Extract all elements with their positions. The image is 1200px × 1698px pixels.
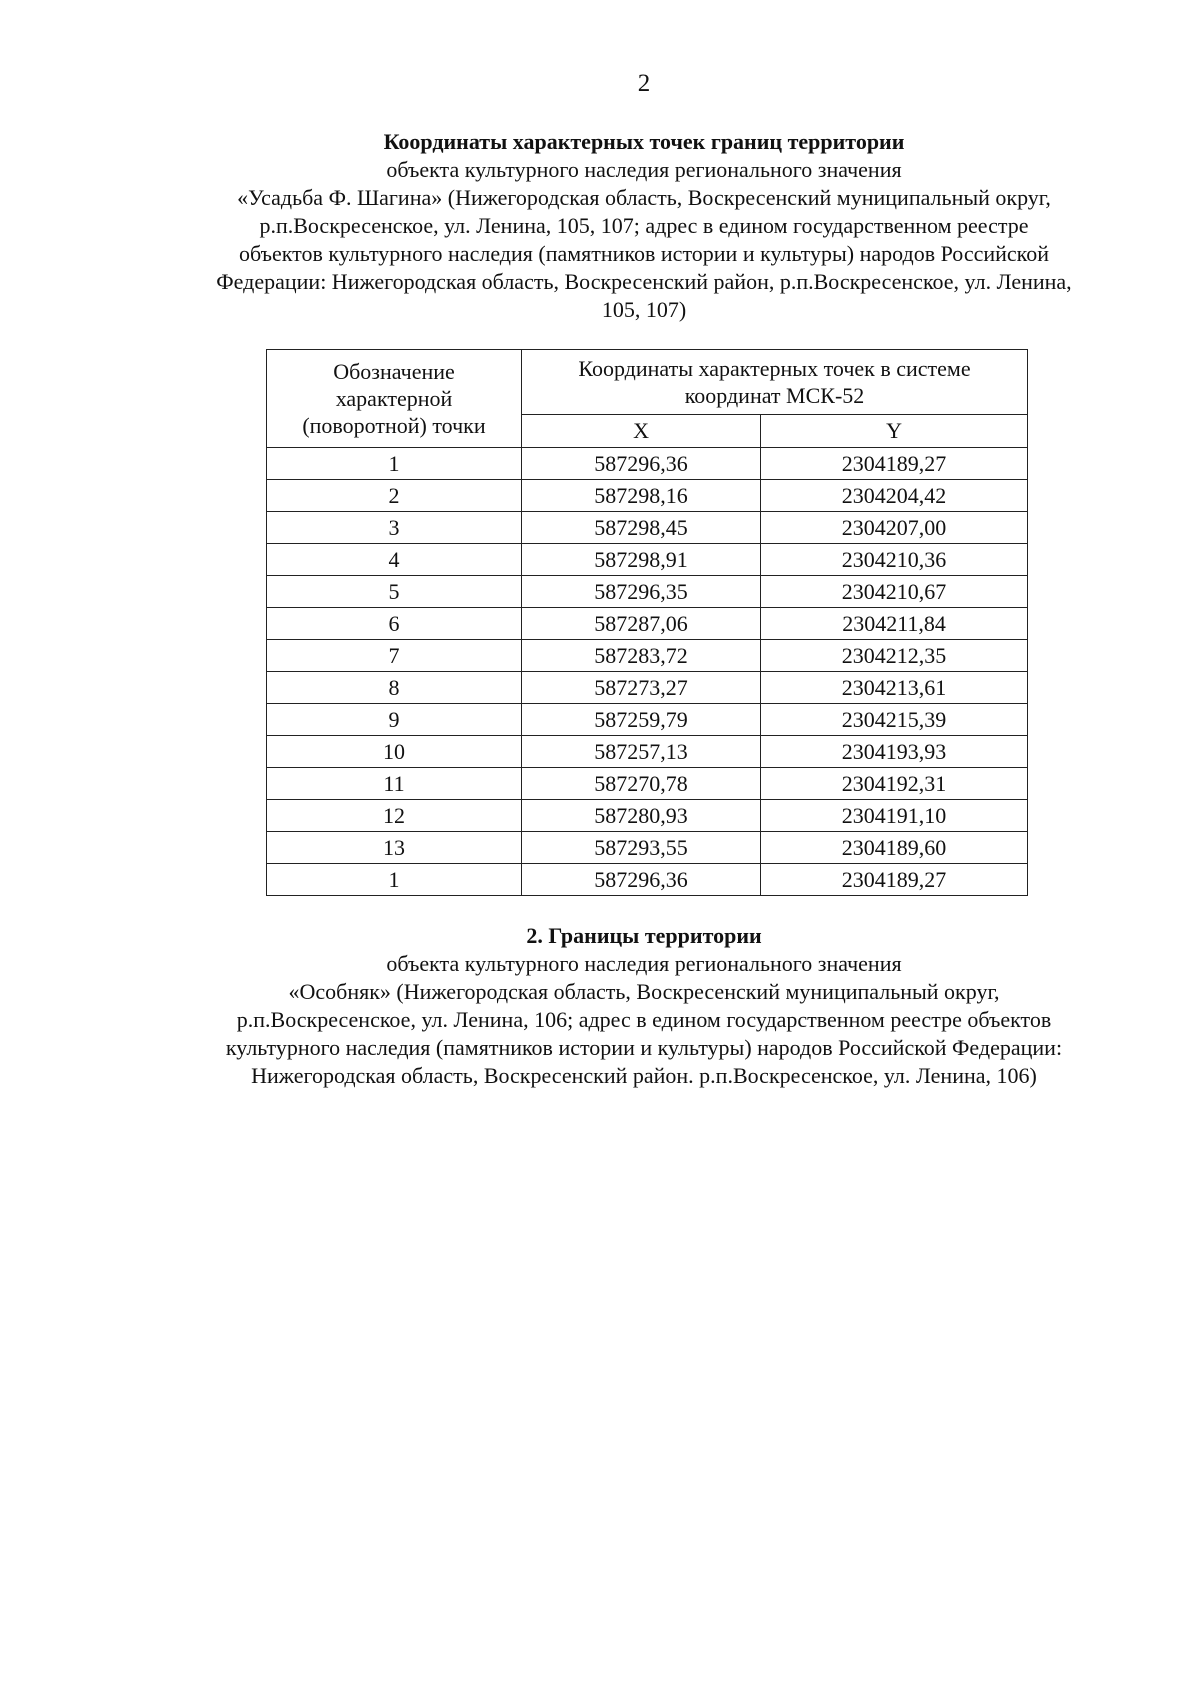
cell-x: 587273,27: [522, 672, 761, 704]
cell-x: 587293,55: [522, 832, 761, 864]
cell-y: 2304212,35: [761, 640, 1028, 672]
header-point-line: Обозначение: [333, 359, 455, 384]
cell-point: 5: [267, 576, 522, 608]
cell-point: 3: [267, 512, 522, 544]
header-point-designation: [267, 350, 522, 448]
cell-y: 2304210,36: [761, 544, 1028, 576]
cell-y: 2304189,27: [761, 864, 1028, 896]
header-point-line: (поворотной) точки: [302, 413, 486, 438]
table-row: [267, 768, 1028, 800]
cell-x: 587283,72: [522, 640, 761, 672]
cell-y: 2304211,84: [761, 608, 1028, 640]
section-2-line: Нижегородская область, Воскресенский район. р.п.Воскресенское, ул. Ленина, 106): [251, 1063, 1037, 1088]
cell-point: 9: [267, 704, 522, 736]
section-1-line: объекта культурного наследия регионального значения: [386, 157, 902, 182]
cell-x: 587296,36: [522, 448, 761, 480]
cell-y: 2304204,42: [761, 480, 1028, 512]
cell-x: 587287,06: [522, 608, 761, 640]
cell-point: 2: [267, 480, 522, 512]
header-y: Y: [761, 415, 1028, 448]
cell-x: 587280,93: [522, 800, 761, 832]
table-row: [267, 448, 1028, 480]
cell-x: 587257,13: [522, 736, 761, 768]
cell-x: 587298,45: [522, 512, 761, 544]
cell-point: 13: [267, 832, 522, 864]
header-coords-line: координат МСК-52: [684, 383, 865, 408]
page-number: 2: [637, 70, 651, 97]
header-x: X: [522, 415, 761, 448]
cell-y: 2304207,00: [761, 512, 1028, 544]
table-header-row: [267, 350, 1028, 415]
table-row: [267, 832, 1028, 864]
section-1-line: Федерации: Нижегородская область, Воскресенский район, р.п.Воскресенское, ул. Ленина,: [216, 269, 1072, 294]
table-row: [267, 576, 1028, 608]
cell-point: 12: [267, 800, 522, 832]
cell-y: 2304189,60: [761, 832, 1028, 864]
cell-point: 8: [267, 672, 522, 704]
section-2-line: р.п.Воскресенское, ул. Ленина, 106; адрес в едином государственном реестре объектов: [236, 1007, 1052, 1032]
cell-y: 2304193,93: [761, 736, 1028, 768]
section-1-line: «Усадьба Ф. Шагина» (Нижегородская область, Воскресенский муниципальный округ,: [237, 185, 1051, 210]
coordinates-table: [266, 349, 1028, 896]
cell-point: 1: [267, 448, 522, 480]
cell-y: 2304192,31: [761, 768, 1028, 800]
section-1-line: 105, 107): [601, 297, 687, 322]
table-row: [267, 672, 1028, 704]
section-1-line: р.п.Воскресенское, ул. Ленина, 105, 107; адрес в едином государственном реестре: [259, 213, 1029, 238]
cell-x: 587296,35: [522, 576, 761, 608]
table-row: [267, 736, 1028, 768]
section-1-heading: [150, 128, 1138, 324]
table-row: [267, 480, 1028, 512]
section-1-title: Координаты характерных точек границ территории: [383, 129, 905, 154]
table-row: [267, 608, 1028, 640]
cell-y: 2304189,27: [761, 448, 1028, 480]
section-2-line: «Особняк» (Нижегородская область, Воскресенский муниципальный округ,: [288, 979, 1000, 1004]
section-2-line: культурного наследия (памятников истории и культуры) народов Российской Федерации:: [225, 1035, 1063, 1060]
cell-x: 587298,16: [522, 480, 761, 512]
cell-point: 10: [267, 736, 522, 768]
table-row: [267, 544, 1028, 576]
table-row: [267, 640, 1028, 672]
table-row: [267, 704, 1028, 736]
cell-x: 587270,78: [522, 768, 761, 800]
cell-point: 4: [267, 544, 522, 576]
cell-point: 11: [267, 768, 522, 800]
cell-y: 2304215,39: [761, 704, 1028, 736]
header-coords-line: Координаты характерных точек в системе: [578, 356, 971, 381]
cell-x: 587259,79: [522, 704, 761, 736]
cell-x: 587296,36: [522, 864, 761, 896]
table-row: [267, 864, 1028, 896]
table-body: [267, 448, 1028, 896]
section-2-line: объекта культурного наследия регионального значения: [386, 951, 902, 976]
section-2-title: 2. Границы территории: [526, 923, 762, 948]
cell-y: 2304213,61: [761, 672, 1028, 704]
cell-point: 6: [267, 608, 522, 640]
table-row: [267, 800, 1028, 832]
cell-point: 7: [267, 640, 522, 672]
cell-y: 2304191,10: [761, 800, 1028, 832]
table-row: [267, 512, 1028, 544]
section-1-line: объектов культурного наследия (памятников истории и культуры) народов Российской: [238, 241, 1050, 266]
cell-point: 1: [267, 864, 522, 896]
section-2-heading: [150, 922, 1138, 1090]
cell-y: 2304210,67: [761, 576, 1028, 608]
header-point-line: характерной: [335, 386, 453, 411]
cell-x: 587298,91: [522, 544, 761, 576]
header-coordinates-system: [522, 350, 1028, 415]
